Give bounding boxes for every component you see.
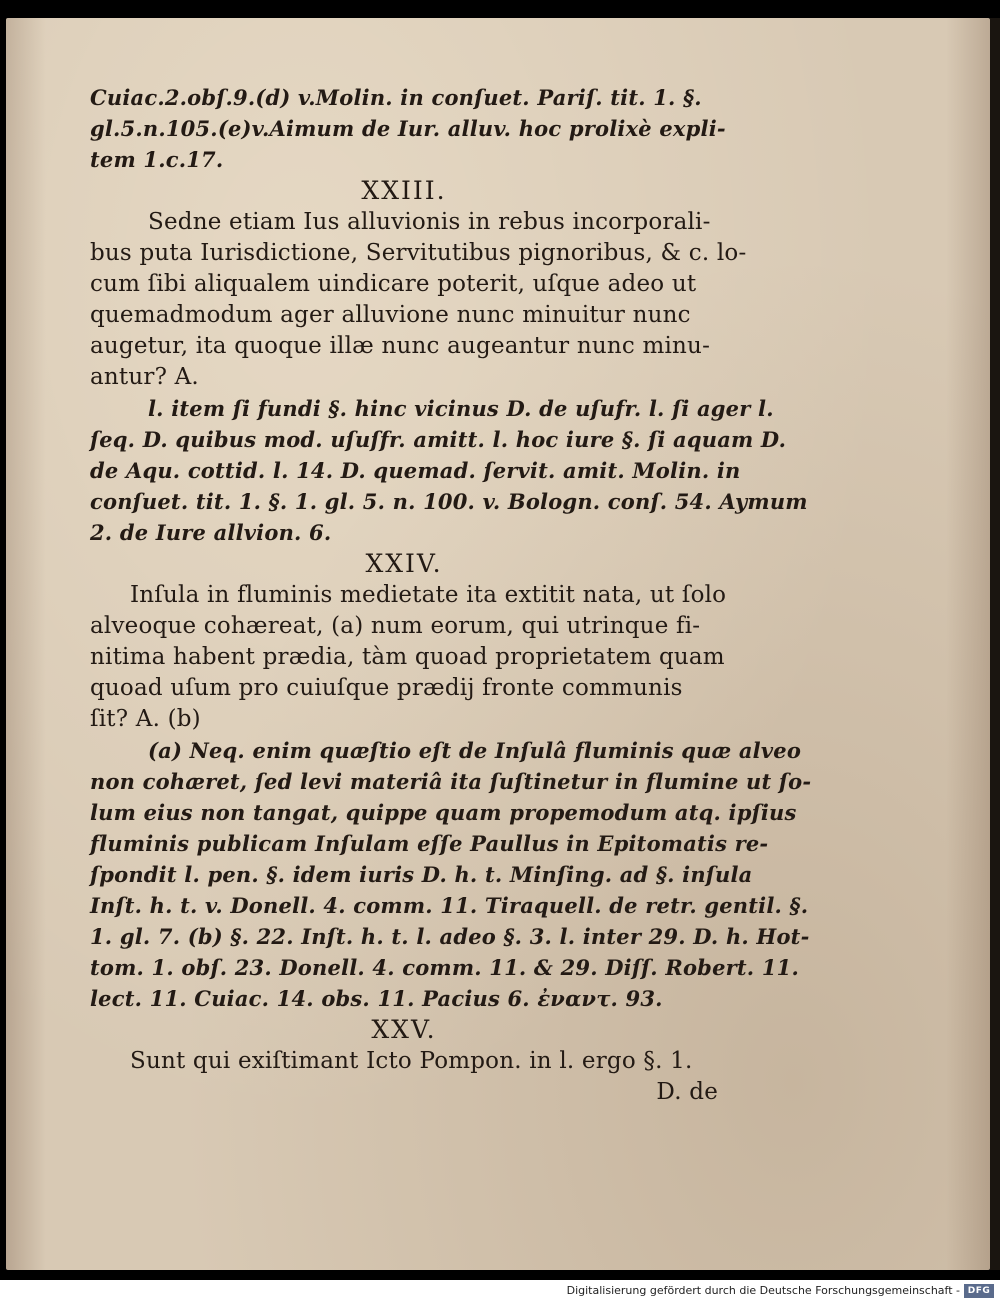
- text-line: Inſt. h. t. v. Donell. 4. comm. 11. Tiraquell. de retr. gentil. §.: [90, 893, 809, 918]
- footer-bar: [0, 1280, 1000, 1302]
- text-line: Cuiac.2.obſ.9.(d) v.Molin. in conſuet. Pariſ. tit. 1. §.: [90, 85, 702, 110]
- text-line: conſuet. tit. 1. §. 1. gl. 5. n. 100. v. Bologn. conſ. 54. Aymum: [90, 489, 808, 514]
- text-line: quoad uſum pro cuiuſque prædij fronte communis: [90, 675, 683, 701]
- text-line: antur? A.: [90, 364, 199, 390]
- text-line: gl.5.n.105.(e)v.Aimum de Iur. alluv. hoc prolixè expli-: [90, 116, 726, 141]
- text-line: Sunt qui exiſtimant Icto Pompon. in l. ergo §. 1.: [130, 1048, 693, 1074]
- text-line: cum ſibi aliqualem uindicare poterit, uſque adeo ut: [90, 271, 697, 297]
- text-line: augetur, ita quoque illæ nunc augeantur nunc minu-: [90, 333, 711, 359]
- text-line: 2. de Iure allvion. 6.: [90, 520, 332, 545]
- text-line: (a) Neq. enim quæſtio eſt de Inſulâ fluminis quæ alveo: [148, 738, 802, 763]
- text-line: lum eius non tangat, quippe quam propemodum atq. ipſius: [90, 800, 797, 825]
- text-line: 1. gl. 7. (b) §. 22. Inſt. h. t. l. adeo §. 3. l. inter 29. D. h. Hot-: [90, 924, 810, 949]
- text-line: D. de: [656, 1079, 718, 1105]
- text-line: tom. 1. obſ. 23. Donell. 4. comm. 11. & 29. Diſſ. Robert. 11.: [90, 955, 799, 980]
- section-heading: XXIII.: [361, 176, 447, 205]
- text-line: alveoque cohæreat, (a) num eorum, qui utrinque fi-: [90, 613, 701, 639]
- text-line: Sedne etiam Ius alluvionis in rebus incorporali-: [148, 209, 711, 235]
- text-line: ſit? A. (b): [90, 706, 201, 732]
- text-line: nitima habent prædia, tàm quoad proprietatem quam: [90, 644, 725, 670]
- scanned-page: [6, 18, 990, 1270]
- text-line: Inſula in fluminis medietate ita extitit nata, ut ſolo: [130, 582, 727, 608]
- text-line: ſpondit l. pen. §. idem iuris D. h. t. Minſing. ad §. inſula: [90, 862, 753, 887]
- section-heading: XXV.: [371, 1015, 437, 1044]
- text-line: non cohæret, ſed levi materiâ ita ſuſtinetur in flumine ut ſo-: [90, 769, 812, 794]
- section-heading: XXIV.: [365, 549, 443, 578]
- text-line: l. item ſi fundi §. hinc vicinus D. de uſufr. l. ſi ager l.: [148, 396, 774, 421]
- text-line: lect. 11. Cuiac. 14. obs. 11. Pacius 6. ἐναντ. 93.: [90, 986, 663, 1011]
- text-line: ſeq. D. quibus mod. uſuſfr. amitt. l. hoc iure §. ſi aquam D.: [90, 427, 787, 452]
- text-line: quemadmodum ager alluvione nunc minuitur nunc: [90, 302, 691, 328]
- text-line: bus puta Iurisdictione, Servitutibus pignoribus, & c. lo-: [90, 240, 747, 266]
- text-line: fluminis publicam Inſulam eſſe Paullus in Epitomatis re-: [90, 831, 769, 856]
- dfg-logo: DFG: [964, 1284, 994, 1298]
- text-line: tem 1.c.17.: [90, 147, 224, 172]
- text-line: de Aqu. cottid. l. 14. D. quemad. ſervit. amit. Molin. in: [90, 458, 741, 483]
- page-edge-shadow: [990, 18, 1000, 1270]
- page-text-block: [90, 82, 812, 1108]
- funding-notice: Digitalisierung gefördert durch die Deutsche Forschungsgemeinschaft -: [566, 1284, 960, 1297]
